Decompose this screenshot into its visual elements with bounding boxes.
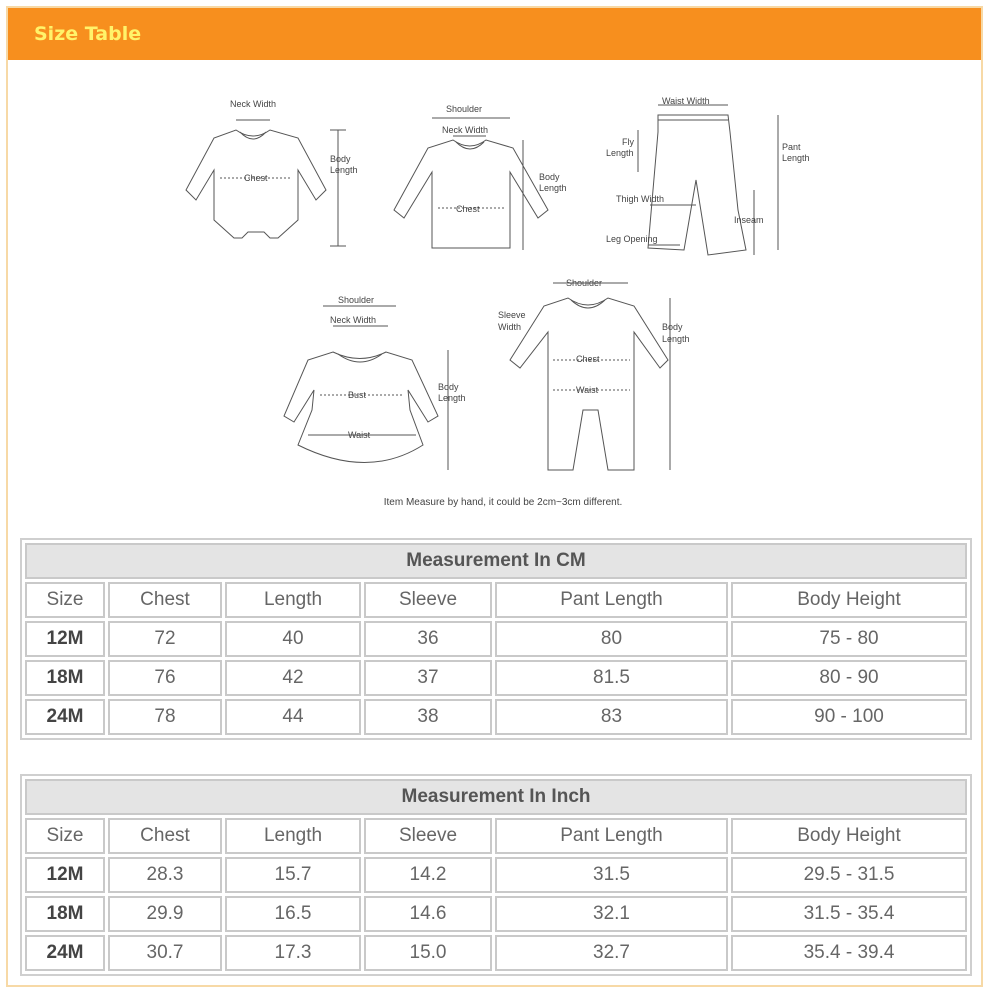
header-body-height: Body Height bbox=[731, 818, 967, 854]
cell: 44 bbox=[225, 699, 361, 735]
cell: 29.9 bbox=[108, 896, 222, 932]
header-chest: Chest bbox=[108, 818, 222, 854]
cell: 35.4 - 39.4 bbox=[731, 935, 967, 971]
size-table-panel bbox=[6, 6, 983, 987]
cell: 24M bbox=[25, 699, 105, 735]
label-body-1a: Body bbox=[330, 154, 351, 164]
table-caption-cm: Measurement In CM bbox=[25, 543, 967, 579]
table-row bbox=[25, 660, 967, 696]
cell: 15.0 bbox=[364, 935, 492, 971]
header-sleeve: Sleeve bbox=[364, 582, 492, 618]
cell: 29.5 - 31.5 bbox=[731, 857, 967, 893]
cell: 31.5 - 35.4 bbox=[731, 896, 967, 932]
header-length: Length bbox=[225, 582, 361, 618]
label-fly-b: Length bbox=[606, 148, 634, 158]
table-row bbox=[25, 896, 967, 932]
header-size: Size bbox=[25, 582, 105, 618]
label-pant-a: Pant bbox=[782, 142, 801, 152]
label-leg-opening: Leg Opening bbox=[606, 234, 658, 244]
dress-diagram bbox=[284, 295, 466, 470]
table-caption-inch: Measurement In Inch bbox=[25, 779, 967, 815]
table-row bbox=[25, 857, 967, 893]
header-body-height: Body Height bbox=[731, 582, 967, 618]
top-diagram bbox=[394, 104, 567, 250]
cell: 83 bbox=[495, 699, 728, 735]
measurement-diagrams bbox=[8, 60, 981, 530]
cell: 16.5 bbox=[225, 896, 361, 932]
cell: 80 bbox=[495, 621, 728, 657]
header-sleeve: Sleeve bbox=[364, 818, 492, 854]
cell: 72 bbox=[108, 621, 222, 657]
table-row bbox=[25, 699, 967, 735]
label-neck-width-3: Neck Width bbox=[330, 315, 377, 325]
cell: 75 - 80 bbox=[731, 621, 967, 657]
measurement-note: Item Measure by hand, it could be 2cm~3cm different. bbox=[383, 497, 623, 508]
label-body-3b: Length bbox=[438, 393, 466, 403]
cell: 80 - 90 bbox=[731, 660, 967, 696]
cell: 76 bbox=[108, 660, 222, 696]
label-neck-width-2: Neck Width bbox=[442, 125, 489, 135]
label-bust: Bust bbox=[348, 390, 367, 400]
label-body-4b: Length bbox=[662, 334, 690, 344]
table-row bbox=[25, 621, 967, 657]
label-shoulder-2: Shoulder bbox=[446, 104, 483, 114]
cell: 78 bbox=[108, 699, 222, 735]
pants-diagram bbox=[606, 96, 810, 255]
cell: 37 bbox=[364, 660, 492, 696]
cell: 32.1 bbox=[495, 896, 728, 932]
title-bar bbox=[8, 8, 981, 60]
label-sleeve-a: Sleeve bbox=[498, 310, 526, 320]
cell: 28.3 bbox=[108, 857, 222, 893]
cell: 31.5 bbox=[495, 857, 728, 893]
bodysuit-diagram bbox=[186, 99, 358, 246]
table-row bbox=[25, 935, 967, 971]
label-fly-a: Fly bbox=[622, 137, 634, 147]
label-body-3a: Body bbox=[438, 382, 459, 392]
header-size: Size bbox=[25, 818, 105, 854]
cell: 14.6 bbox=[364, 896, 492, 932]
cell: 24M bbox=[25, 935, 105, 971]
table-cm bbox=[20, 538, 972, 740]
label-waist-width: Waist Width bbox=[662, 96, 710, 106]
cell: 38 bbox=[364, 699, 492, 735]
label-neck-width-1: Neck Width bbox=[230, 99, 277, 109]
cell: 18M bbox=[25, 660, 105, 696]
cell: 14.2 bbox=[364, 857, 492, 893]
label-body-1b: Length bbox=[330, 165, 358, 175]
header-chest: Chest bbox=[108, 582, 222, 618]
header-length: Length bbox=[225, 818, 361, 854]
cell: 30.7 bbox=[108, 935, 222, 971]
header-pant-length: Pant Length bbox=[495, 818, 728, 854]
cell: 12M bbox=[25, 857, 105, 893]
label-chest-2: Chest bbox=[456, 204, 480, 214]
header-pant-length: Pant Length bbox=[495, 582, 728, 618]
label-chest-4: Chest bbox=[576, 354, 600, 364]
table-inch bbox=[20, 774, 972, 976]
label-body-4a: Body bbox=[662, 322, 683, 332]
label-shoulder-3: Shoulder bbox=[338, 295, 375, 305]
label-waist-3: Waist bbox=[348, 430, 371, 440]
label-waist-4: Waist bbox=[576, 385, 599, 395]
label-thigh-width: Thigh Width bbox=[616, 194, 665, 204]
cell: 32.7 bbox=[495, 935, 728, 971]
label-shoulder-4: Shoulder bbox=[566, 278, 603, 288]
cell: 36 bbox=[364, 621, 492, 657]
cell: 40 bbox=[225, 621, 361, 657]
cell: 17.3 bbox=[225, 935, 361, 971]
cell: 42 bbox=[225, 660, 361, 696]
label-chest-1: Chest bbox=[244, 173, 268, 183]
cell: 81.5 bbox=[495, 660, 728, 696]
label-pant-b: Length bbox=[782, 153, 810, 163]
label-body-2b: Length bbox=[539, 183, 567, 193]
cell: 12M bbox=[25, 621, 105, 657]
cell: 90 - 100 bbox=[731, 699, 967, 735]
panel-title: Size Table bbox=[34, 23, 142, 45]
romper-diagram bbox=[498, 278, 690, 470]
cell: 15.7 bbox=[225, 857, 361, 893]
label-inseam: Inseam bbox=[734, 215, 764, 225]
cell: 18M bbox=[25, 896, 105, 932]
label-sleeve-b: Width bbox=[498, 322, 522, 332]
label-body-2a: Body bbox=[539, 172, 560, 182]
